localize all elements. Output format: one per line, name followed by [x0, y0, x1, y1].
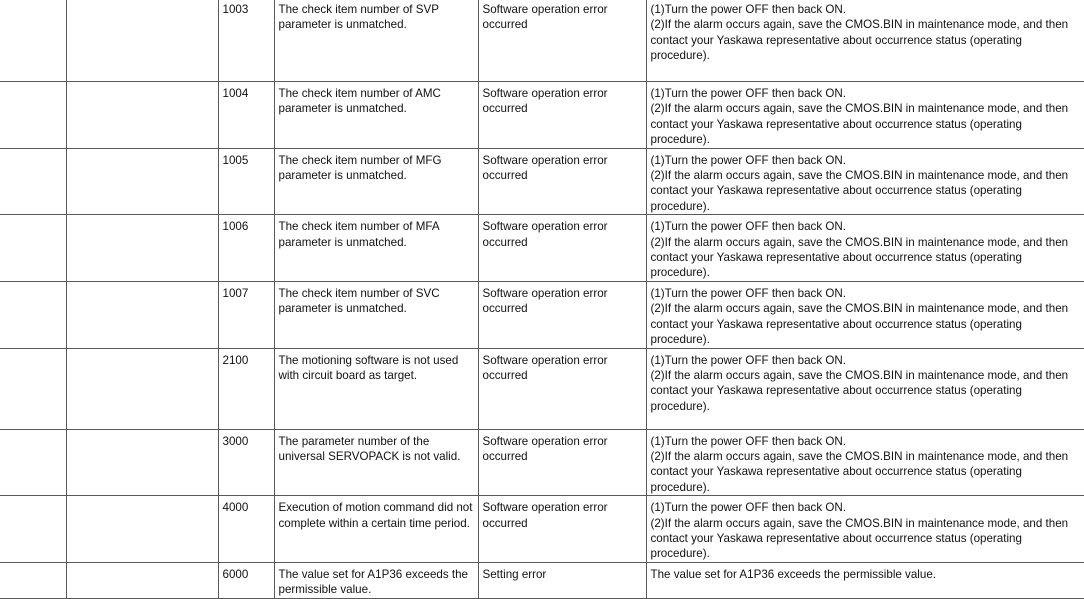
- blank-cell: [0, 562, 66, 598]
- alarm-category: Software operation error occurred: [478, 215, 646, 282]
- blank-cell: [0, 82, 66, 149]
- alarm-remedy: (1)Turn the power OFF then back ON. (2)If the alarm occurs again, save the CMOS.BIN in maintenance mode, and then contact your Yaskawa representative about occurrence status (operating procedure).: [646, 281, 1084, 348]
- alarm-description: The value set for A1P36 exceeds the permissible value.: [274, 562, 478, 598]
- blank-cell: [66, 281, 218, 348]
- alarm-code: 2100: [218, 348, 274, 429]
- blank-cell: [66, 562, 218, 598]
- alarm-code: 1006: [218, 215, 274, 282]
- alarm-remedy: (1)Turn the power OFF then back ON. (2)If the alarm occurs again, save the CMOS.BIN in maintenance mode, and then contact your Yaskawa representative about occurrence status (operating procedure).: [646, 496, 1084, 563]
- blank-cell: [66, 429, 218, 496]
- alarm-category: Software operation error occurred: [478, 148, 646, 215]
- table-row: [0, 562, 1084, 598]
- alarm-category: Software operation error occurred: [478, 429, 646, 496]
- blank-cell: [0, 215, 66, 282]
- alarm-description: The check item number of SVC parameter is unmatched.: [274, 281, 478, 348]
- alarm-description: The check item number of AMC parameter is unmatched.: [274, 82, 478, 149]
- alarm-code: 1005: [218, 148, 274, 215]
- alarm-category: Software operation error occurred: [478, 281, 646, 348]
- alarm-description: Execution of motion command did not complete within a certain time period.: [274, 496, 478, 563]
- table-row: [0, 496, 1084, 563]
- alarm-category: Software operation error occurred: [478, 0, 646, 82]
- alarm-description: The parameter number of the universal SERVOPACK is not valid.: [274, 429, 478, 496]
- alarm-category: Software operation error occurred: [478, 496, 646, 563]
- table-row: [0, 0, 1084, 82]
- alarm-description: The check item number of SVP parameter is unmatched.: [274, 0, 478, 82]
- blank-cell: [0, 148, 66, 215]
- blank-cell: [66, 215, 218, 282]
- blank-cell: [0, 348, 66, 429]
- alarm-category: Software operation error occurred: [478, 82, 646, 149]
- alarm-description: The check item number of MFG parameter is unmatched.: [274, 148, 478, 215]
- blank-cell: [0, 496, 66, 563]
- alarm-remedy: (1)Turn the power OFF then back ON. (2)If the alarm occurs again, save the CMOS.BIN in maintenance mode, and then contact your Yaskawa representative about occurrence status (operating procedure).: [646, 82, 1084, 149]
- blank-cell: [0, 281, 66, 348]
- alarm-code: 1004: [218, 82, 274, 149]
- blank-cell: [66, 496, 218, 563]
- table-row: [0, 348, 1084, 429]
- alarm-code: 1003: [218, 0, 274, 82]
- alarm-category: Software operation error occurred: [478, 348, 646, 429]
- alarm-remedy: (1)Turn the power OFF then back ON. (2)If the alarm occurs again, save the CMOS.BIN in maintenance mode, and then contact your Yaskawa representative about occurrence status (operating procedure).: [646, 215, 1084, 282]
- alarm-description: The motioning software is not used with circuit board as target.: [274, 348, 478, 429]
- alarm-remedy: (1)Turn the power OFF then back ON. (2)If the alarm occurs again, save the CMOS.BIN in maintenance mode, and then contact your Yaskawa representative about occurrence status (operating procedure).: [646, 348, 1084, 429]
- alarm-code: 6000: [218, 562, 274, 598]
- alarm-remedy: (1)Turn the power OFF then back ON. (2)If the alarm occurs again, save the CMOS.BIN in maintenance mode, and then contact your Yaskawa representative about occurrence status (operating procedure).: [646, 148, 1084, 215]
- blank-cell: [66, 0, 218, 82]
- table-row: [0, 82, 1084, 149]
- blank-cell: [66, 148, 218, 215]
- table-row: [0, 148, 1084, 215]
- table-row: [0, 281, 1084, 348]
- table-row: [0, 215, 1084, 282]
- alarm-code: 1007: [218, 281, 274, 348]
- blank-cell: [0, 0, 66, 82]
- alarm-remedy: The value set for A1P36 exceeds the permissible value.: [646, 562, 1084, 598]
- alarm-category: Setting error: [478, 562, 646, 598]
- alarm-remedy: (1)Turn the power OFF then back ON. (2)If the alarm occurs again, save the CMOS.BIN in maintenance mode, and then contact your Yaskawa representative about occurrence status (operating procedure).: [646, 429, 1084, 496]
- alarm-code: 3000: [218, 429, 274, 496]
- blank-cell: [66, 82, 218, 149]
- alarm-remedy: (1)Turn the power OFF then back ON. (2)If the alarm occurs again, save the CMOS.BIN in maintenance mode, and then contact your Yaskawa representative about occurrence status (operating procedure).: [646, 0, 1084, 82]
- blank-cell: [0, 429, 66, 496]
- alarm-code: 4000: [218, 496, 274, 563]
- table-row: [0, 429, 1084, 496]
- alarm-description: The check item number of MFA parameter is unmatched.: [274, 215, 478, 282]
- blank-cell: [66, 348, 218, 429]
